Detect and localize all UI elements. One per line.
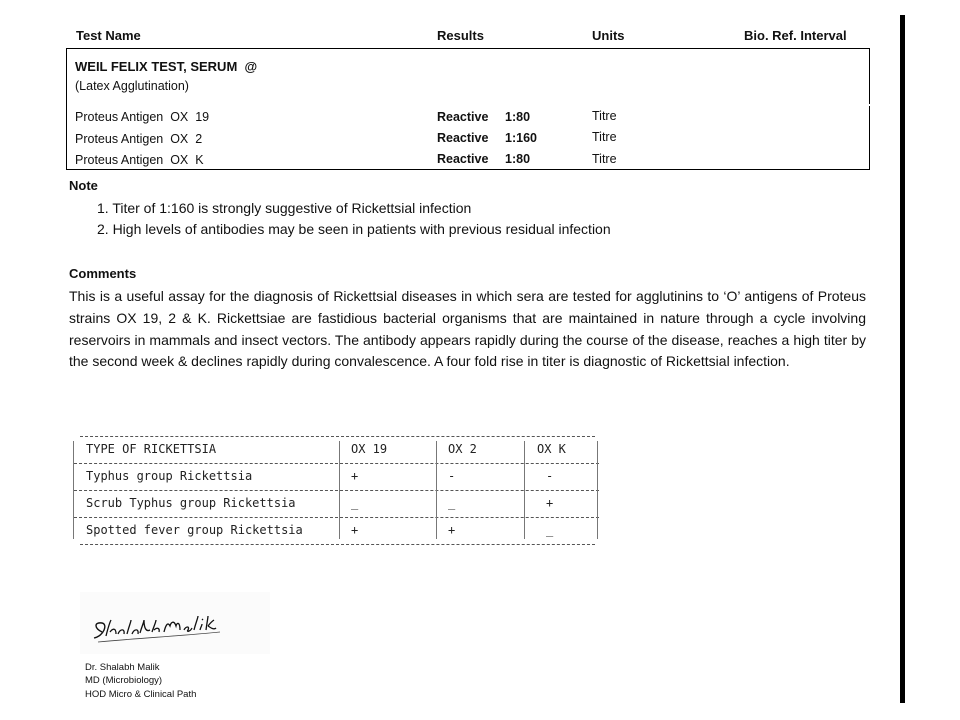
table-separator bbox=[524, 441, 525, 539]
result-row-titer: 1:160 bbox=[505, 131, 537, 145]
note-heading: Note bbox=[69, 178, 98, 193]
table-separator bbox=[339, 441, 340, 539]
result-row-result: Reactive bbox=[437, 110, 489, 124]
result-row-unit: Titre bbox=[592, 130, 617, 144]
handwritten-signature bbox=[80, 592, 270, 654]
table-rule bbox=[74, 463, 599, 464]
comments-heading: Comments bbox=[69, 266, 137, 281]
signature-image bbox=[80, 592, 270, 654]
result-row-unit: Titre bbox=[592, 109, 617, 123]
table-cell-oxk: + bbox=[546, 496, 554, 510]
table-separator bbox=[436, 441, 437, 539]
test-method: (Latex Agglutination) bbox=[75, 79, 189, 93]
table-cell-oxk: _ bbox=[546, 523, 554, 537]
table-cell-type: Scrub Typhus group Rickettsia bbox=[86, 496, 296, 510]
doctor-degree: MD (Microbiology) bbox=[85, 675, 163, 686]
doctor-name: Dr. Shalabh Malik bbox=[85, 662, 160, 673]
result-row-name: Proteus Antigen OX K bbox=[75, 153, 204, 167]
table-rule bbox=[74, 490, 599, 491]
table-cell-type: Spotted fever group Rickettsia bbox=[86, 523, 303, 537]
header-test-name: Test Name bbox=[76, 28, 141, 43]
header-results: Results bbox=[437, 28, 484, 43]
table-header-ox2: OX 2 bbox=[448, 442, 477, 456]
table-cell-ox19: + bbox=[351, 523, 359, 537]
result-row-unit: Titre bbox=[592, 152, 617, 166]
table-header-oxk: OX K bbox=[537, 442, 566, 456]
header-units: Units bbox=[592, 28, 625, 43]
table-rule bbox=[80, 544, 595, 545]
box-notch bbox=[868, 104, 872, 106]
table-cell-oxk: - bbox=[546, 469, 554, 483]
result-row-titer: 1:80 bbox=[505, 152, 531, 166]
table-header-type: TYPE OF RICKETTSIA bbox=[86, 442, 217, 456]
table-rule bbox=[74, 517, 599, 518]
note-item: 1. Titer of 1:160 is strongly suggestive of Rickettsial infection bbox=[97, 200, 472, 216]
table-cell-ox2: - bbox=[448, 469, 456, 483]
comments-paragraph: This is a useful assay for the diagnosis of Rickettsial diseases in which sera are tested for agglutinins to ‘O’ antigens of Proteus strains OX 19, 2 & K. Rickettsiae are fastidious bacterial organisms that are maintained in nature through a cycle involving reservoirs in mammals and insect vectors. The antibody appears rapidly during the course of the disease, reaches a high titer by the second week & declines rapidly during convalescence. A four fold rise in titer is diagnostic of Rickettsial infection. bbox=[69, 288, 866, 370]
table-cell-ox19: + bbox=[351, 469, 359, 483]
doctor-designation: HOD Micro & Clinical Path bbox=[85, 689, 197, 700]
table-cell-ox19: _ bbox=[351, 496, 359, 510]
test-title: WEIL FELIX TEST, SERUM @ bbox=[75, 59, 258, 74]
header-bio-ref-interval: Bio. Ref. Interval bbox=[744, 28, 847, 43]
table-separator bbox=[597, 441, 598, 539]
page-edge-bar bbox=[900, 15, 905, 703]
table-rule bbox=[80, 436, 595, 437]
table-cell-ox2: _ bbox=[448, 496, 456, 510]
table-header-ox19: OX 19 bbox=[351, 442, 388, 456]
table-cell-type: Typhus group Rickettsia bbox=[86, 469, 253, 483]
result-row-name: Proteus Antigen OX 2 bbox=[75, 132, 203, 146]
result-row-result: Reactive bbox=[437, 152, 489, 166]
note-item: 2. High levels of antibodies may be seen in patients with previous residual infection bbox=[97, 221, 611, 237]
table-cell-ox2: + bbox=[448, 523, 456, 537]
result-row-result: Reactive bbox=[437, 131, 489, 145]
result-row-titer: 1:80 bbox=[505, 110, 531, 124]
result-row-name: Proteus Antigen OX 19 bbox=[75, 110, 210, 124]
table-separator bbox=[73, 441, 74, 539]
